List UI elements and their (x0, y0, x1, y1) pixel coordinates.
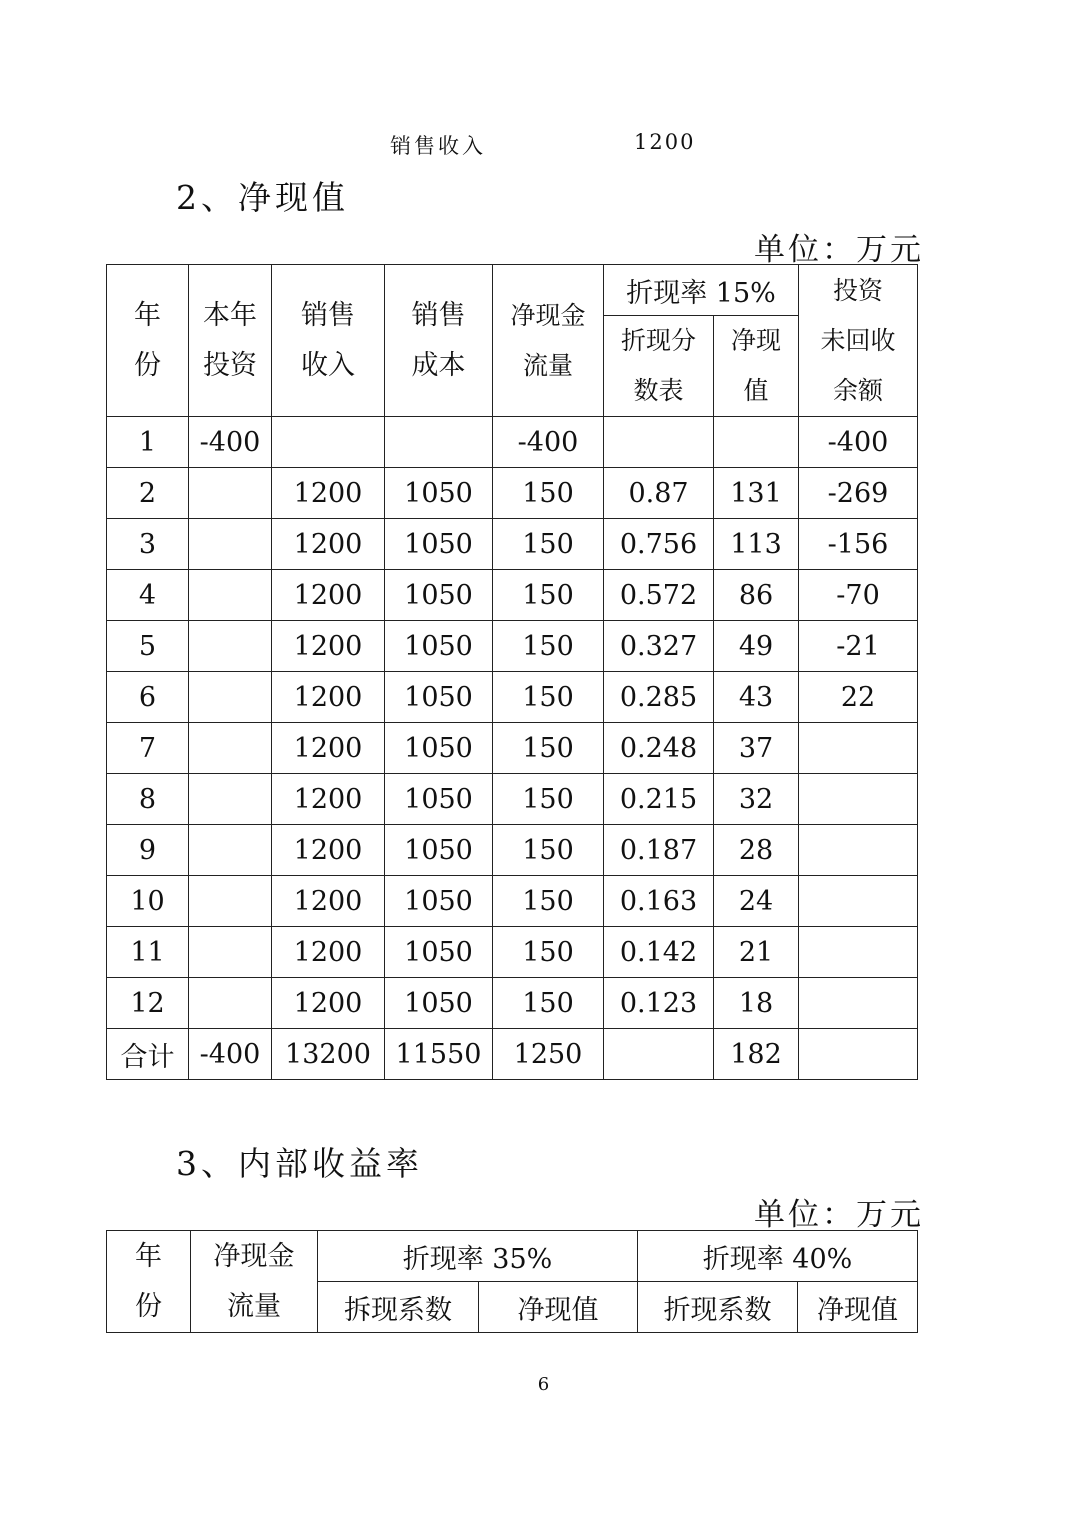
table-cell: 1050 (385, 927, 493, 978)
table-cell: 150 (493, 978, 604, 1029)
irr-header-factor-40: 折现系数 (638, 1282, 798, 1333)
table-cell: 1200 (272, 927, 385, 978)
table-row (107, 825, 918, 876)
table-cell: 150 (493, 927, 604, 978)
table-cell: 0.756 (604, 519, 714, 570)
table-row (107, 468, 918, 519)
table-cell: 150 (493, 672, 604, 723)
table-cell: 8 (107, 774, 189, 825)
table-row (107, 978, 918, 1029)
table-cell: 0.123 (604, 978, 714, 1029)
table-cell: 1050 (385, 723, 493, 774)
irr-header-net-cash-flow: 净现金 流量 (191, 1231, 318, 1333)
table-cell: 24 (714, 876, 799, 927)
table-cell: 150 (493, 876, 604, 927)
table-cell: -156 (799, 519, 918, 570)
table-cell: 37 (714, 723, 799, 774)
table-cell (799, 774, 918, 825)
table-row (107, 927, 918, 978)
table-cell: 10 (107, 876, 189, 927)
table-cell: 1050 (385, 570, 493, 621)
table-cell: 7 (107, 723, 189, 774)
table-cell: 0.215 (604, 774, 714, 825)
table-cell: 1200 (272, 876, 385, 927)
table-cell: 1050 (385, 876, 493, 927)
table-cell: 1 (107, 417, 189, 468)
table-cell (385, 417, 493, 468)
table-cell (604, 417, 714, 468)
table-cell: 1050 (385, 825, 493, 876)
table-cell: 2 (107, 468, 189, 519)
table-cell: 11550 (385, 1029, 493, 1080)
table-cell: 0.327 (604, 621, 714, 672)
table-cell (189, 927, 272, 978)
table-cell: 150 (493, 723, 604, 774)
irr-header-rate-40: 折现率 40% (638, 1231, 918, 1282)
irr-header-factor-35: 拆现系数 (318, 1282, 479, 1333)
section3-unit: 单位：万元 (754, 1197, 924, 1233)
header-cost: 销售 成本 (385, 265, 493, 417)
table-cell (714, 417, 799, 468)
table-cell: -400 (493, 417, 604, 468)
table-cell: 182 (714, 1029, 799, 1080)
table-cell: 1200 (272, 825, 385, 876)
table-cell: 49 (714, 621, 799, 672)
header-unrecovered: 投资 未回收 余额 (799, 265, 918, 417)
table-cell (604, 1029, 714, 1080)
table-cell: 0.187 (604, 825, 714, 876)
table-row (107, 876, 918, 927)
table-cell: 11 (107, 927, 189, 978)
table-cell (799, 723, 918, 774)
table-row (107, 570, 918, 621)
header-investment: 本年 投资 (189, 265, 272, 417)
table-cell (189, 621, 272, 672)
table-cell: 150 (493, 621, 604, 672)
table-cell: 86 (714, 570, 799, 621)
table-cell: -70 (799, 570, 918, 621)
npv-table (106, 264, 918, 1080)
table-cell: -269 (799, 468, 918, 519)
table-cell: 1200 (272, 672, 385, 723)
table-cell: 32 (714, 774, 799, 825)
table-cell: 0.163 (604, 876, 714, 927)
header-revenue: 销售 收入 (272, 265, 385, 417)
table-cell: 0.248 (604, 723, 714, 774)
table-cell (799, 876, 918, 927)
table-cell: 1050 (385, 774, 493, 825)
header-year: 年 份 (107, 265, 189, 417)
table-cell: 12 (107, 978, 189, 1029)
table-cell (799, 927, 918, 978)
npv-table-body (107, 417, 918, 1080)
table-cell: 113 (714, 519, 799, 570)
table-cell: 0.142 (604, 927, 714, 978)
section2-unit: 单位：万元 (754, 232, 924, 268)
table-cell: 21 (714, 927, 799, 978)
table-row (107, 417, 918, 468)
table-cell: 5 (107, 621, 189, 672)
header-rate-15: 折现率 15% (604, 265, 799, 316)
header-npv: 净现 值 (714, 316, 799, 417)
table-cell (189, 468, 272, 519)
table-cell: 150 (493, 825, 604, 876)
page-number: 6 (537, 1374, 550, 1395)
table-cell: 1050 (385, 978, 493, 1029)
section3-title: 3、内部收益率 (176, 1144, 423, 1183)
header-discount-factor: 折现分 数表 (604, 316, 714, 417)
table-cell: 1200 (272, 570, 385, 621)
table-cell: 1200 (272, 774, 385, 825)
header-net-cash-flow: 净现金 流量 (493, 265, 604, 417)
table-cell: -400 (189, 1029, 272, 1080)
table-cell: 合计 (107, 1029, 189, 1080)
table-cell (189, 570, 272, 621)
table-cell: -400 (799, 417, 918, 468)
table-cell (799, 1029, 918, 1080)
table-cell (189, 519, 272, 570)
table-cell: 1200 (272, 723, 385, 774)
table-cell: 0.87 (604, 468, 714, 519)
table-cell (189, 672, 272, 723)
table-row (107, 774, 918, 825)
table-cell: 3 (107, 519, 189, 570)
irr-header-npv-35: 净现值 (479, 1282, 638, 1333)
sales-revenue-label: 销售收入 (390, 134, 486, 158)
irr-header-npv-40: 净现值 (798, 1282, 918, 1333)
table-cell: 1050 (385, 621, 493, 672)
sales-revenue-line (390, 130, 696, 160)
table-cell (272, 417, 385, 468)
table-cell: 1050 (385, 519, 493, 570)
section2-title: 2、净现值 (176, 178, 349, 217)
table-cell: 150 (493, 468, 604, 519)
table-cell: 18 (714, 978, 799, 1029)
table-cell: 13200 (272, 1029, 385, 1080)
table-cell (189, 825, 272, 876)
table-cell: 1200 (272, 468, 385, 519)
table-cell: -400 (189, 417, 272, 468)
irr-table (106, 1230, 918, 1333)
table-cell: 9 (107, 825, 189, 876)
table-cell (799, 825, 918, 876)
table-cell: 1050 (385, 672, 493, 723)
table-cell: 1250 (493, 1029, 604, 1080)
table-cell: 1200 (272, 621, 385, 672)
table-cell: -21 (799, 621, 918, 672)
table-cell: 131 (714, 468, 799, 519)
table-cell: 0.285 (604, 672, 714, 723)
table-cell (189, 876, 272, 927)
table-cell: 150 (493, 570, 604, 621)
table-cell: 22 (799, 672, 918, 723)
table-cell (189, 978, 272, 1029)
table-row (107, 621, 918, 672)
table-cell: 150 (493, 774, 604, 825)
table-cell: 1200 (272, 978, 385, 1029)
table-row (107, 519, 918, 570)
sales-revenue-value: 1200 (634, 130, 696, 154)
table-row (107, 1029, 918, 1080)
table-cell: 4 (107, 570, 189, 621)
table-cell (189, 723, 272, 774)
table-cell: 150 (493, 519, 604, 570)
table-row (107, 672, 918, 723)
table-cell (189, 774, 272, 825)
table-cell (799, 978, 918, 1029)
table-cell: 28 (714, 825, 799, 876)
table-row (107, 723, 918, 774)
table-cell: 1200 (272, 519, 385, 570)
table-cell: 1050 (385, 468, 493, 519)
irr-header-rate-35: 折现率 35% (318, 1231, 638, 1282)
table-cell: 0.572 (604, 570, 714, 621)
irr-header-year: 年 份 (107, 1231, 191, 1333)
table-cell: 6 (107, 672, 189, 723)
table-cell: 43 (714, 672, 799, 723)
